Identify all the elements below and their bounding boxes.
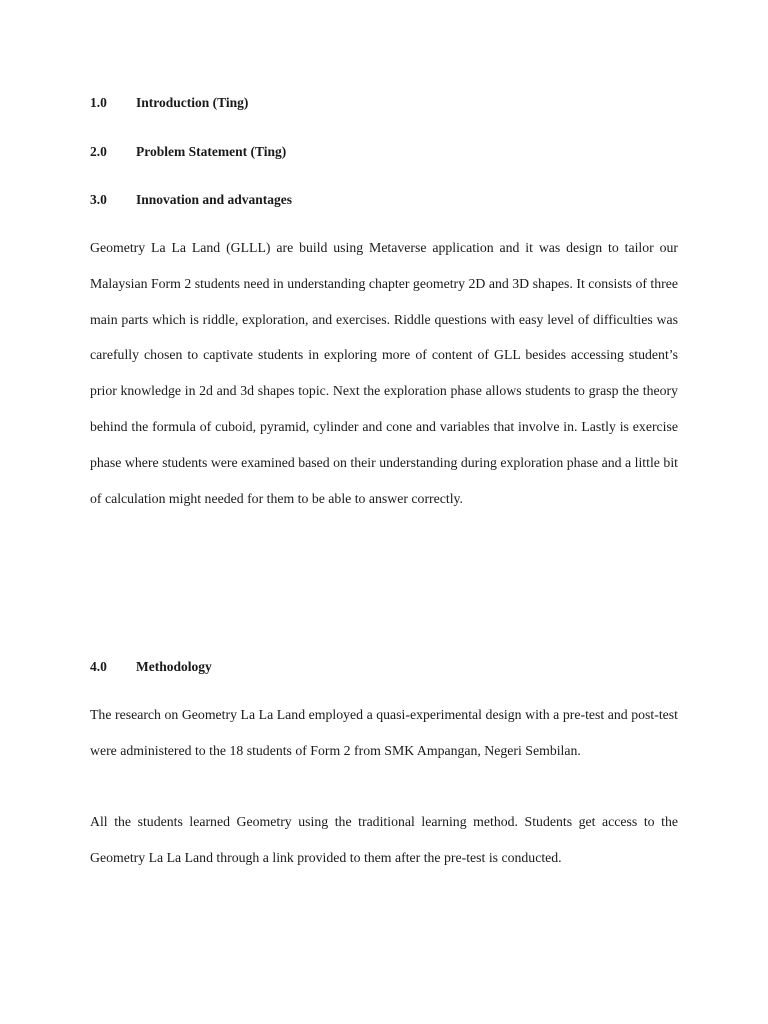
paragraph-methodology-2: All the students learned Geometry using the traditional learning method. Students get access to the Geometry La La Land through a link provided to them after the pre-test is conducted. xyxy=(90,814,678,865)
section-number: 3.0 xyxy=(90,192,107,207)
paragraph-methodology-1: The research on Geometry La La Land employed a quasi-experimental design with a pre-test and post-test were administered to the 18 students of Form 2 from SMK Ampangan, Negeri Sembilan. xyxy=(90,707,678,758)
section-number: 1.0 xyxy=(90,95,107,110)
heading-introduction xyxy=(90,95,248,111)
section-title: Innovation and advantages xyxy=(136,192,293,207)
section-number: 4.0 xyxy=(90,659,107,674)
section-title: Introduction (Ting) xyxy=(136,95,249,110)
heading-methodology xyxy=(90,659,212,675)
section-title: Problem Statement (Ting) xyxy=(136,144,287,159)
heading-problem-statement xyxy=(90,144,286,160)
paragraph-innovation: Geometry La La Land (GLLL) are build using Metaverse application and it was design to tailor our Malaysian Form 2 students need in understanding chapter geometry 2D and 3D shapes. It consists of three main parts which is riddle, exploration, and exercises. Riddle questions with easy level of difficulties was carefully chosen to captivate students in exploring more of content of GLL besides accessing student’s prior knowledge in 2d and 3d shapes topic. Next the exploration phase allows students to grasp the theory behind the formula of cuboid, pyramid, cylinder and cone and variables that involve in. Lastly is exercise phase where students were examined based on their understanding during exploration phase and a little bit of calculation might needed for them to be able to answer correctly. xyxy=(90,240,678,506)
section-title: Methodology xyxy=(136,659,212,674)
section-number: 2.0 xyxy=(90,144,107,159)
heading-innovation xyxy=(90,192,292,208)
